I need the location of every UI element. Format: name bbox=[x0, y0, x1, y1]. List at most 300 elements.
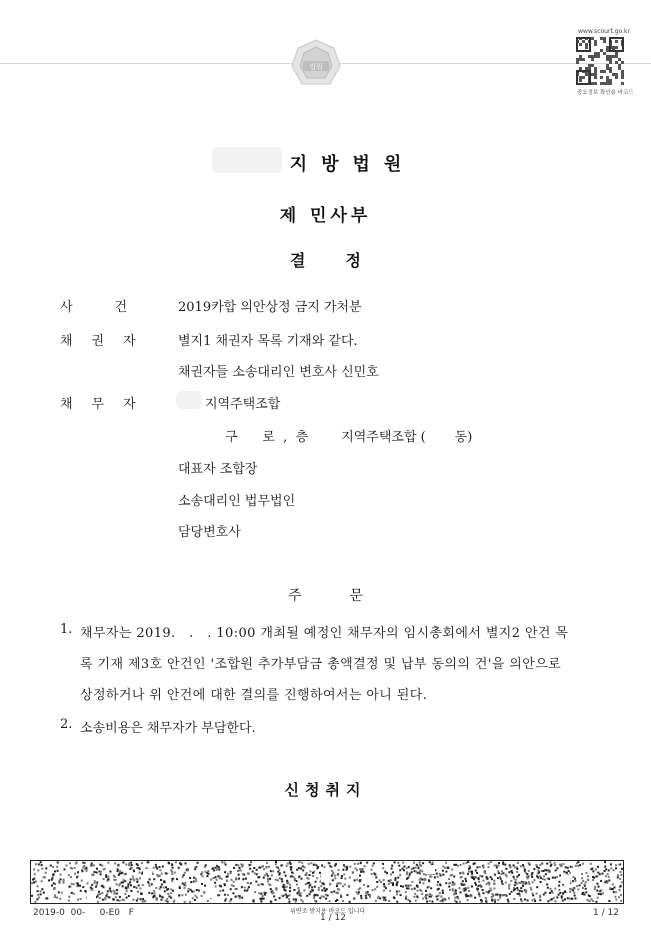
barcode-dot bbox=[96, 882, 98, 884]
qr-module bbox=[609, 55, 612, 58]
barcode-dot bbox=[122, 885, 124, 887]
barcode-dot bbox=[155, 887, 157, 889]
debtor-representative: 대표자 조합장 bbox=[178, 462, 258, 477]
barcode-dot bbox=[232, 892, 234, 894]
barcode-dot bbox=[82, 862, 84, 864]
label-debtor: 채무자 bbox=[60, 397, 155, 412]
qr-module bbox=[615, 61, 618, 64]
barcode-dot bbox=[38, 897, 40, 899]
barcode-dot bbox=[140, 898, 142, 900]
qr-module bbox=[594, 40, 597, 43]
barcode-dot bbox=[206, 875, 208, 877]
barcode-dot bbox=[513, 864, 515, 866]
case-number: 2019카합 의안상정 금지 가처분 bbox=[178, 300, 362, 315]
barcode-dot bbox=[515, 883, 517, 885]
barcode-dot bbox=[614, 887, 616, 889]
barcode-dot bbox=[550, 888, 552, 890]
barcode-dot bbox=[596, 901, 598, 903]
barcode-dot bbox=[298, 889, 300, 891]
barcode-dot bbox=[126, 897, 128, 899]
barcode-dot bbox=[544, 879, 546, 881]
barcode-dot bbox=[411, 881, 413, 883]
barcode-dot bbox=[596, 890, 598, 892]
barcode-dot bbox=[352, 871, 354, 873]
barcode-dot bbox=[53, 882, 55, 884]
barcode-dot bbox=[226, 876, 228, 878]
barcode-dot bbox=[116, 889, 118, 891]
barcode-dot bbox=[344, 866, 346, 868]
barcode-dot bbox=[265, 892, 267, 894]
barcode-dot bbox=[291, 872, 293, 874]
debtor-law-firm: 소송대리인 법무법인 bbox=[178, 494, 296, 509]
barcode-dot bbox=[408, 875, 410, 877]
barcode-dot bbox=[151, 892, 153, 894]
barcode-dot bbox=[543, 875, 545, 877]
barcode-dot bbox=[569, 872, 571, 874]
barcode-dot bbox=[160, 886, 162, 888]
barcode-dot bbox=[160, 879, 162, 881]
barcode-dot bbox=[479, 866, 481, 868]
barcode-dot bbox=[524, 868, 526, 870]
barcode-dot bbox=[94, 871, 96, 873]
barcode-dot bbox=[117, 868, 119, 870]
barcode-dot bbox=[33, 868, 35, 870]
barcode-dot bbox=[442, 898, 444, 900]
barcode-dot bbox=[382, 863, 384, 865]
barcode-dot bbox=[539, 875, 541, 877]
barcode-dot bbox=[608, 876, 610, 878]
qr-module bbox=[600, 76, 603, 79]
barcode-dot bbox=[474, 897, 476, 899]
barcode-dot bbox=[552, 877, 554, 879]
barcode-dot bbox=[600, 893, 602, 895]
qr-module bbox=[576, 58, 579, 61]
barcode-dot bbox=[99, 893, 101, 895]
barcode-dot bbox=[436, 873, 438, 875]
barcode-dot bbox=[50, 865, 52, 867]
barcode-dot bbox=[233, 867, 235, 869]
barcode-dot bbox=[79, 885, 81, 887]
barcode-dot bbox=[141, 893, 143, 895]
barcode-dot bbox=[37, 894, 39, 896]
barcode-dot bbox=[405, 898, 407, 900]
barcode-dot bbox=[525, 891, 527, 893]
barcode-dot bbox=[293, 889, 295, 891]
barcode-dot bbox=[615, 891, 617, 893]
barcode-dot bbox=[597, 866, 599, 868]
barcode-dot bbox=[164, 890, 166, 892]
barcode-dot bbox=[431, 894, 433, 896]
barcode-dot bbox=[82, 886, 84, 888]
barcode-dot bbox=[554, 900, 556, 902]
qr-caption: 중요정보 확인용 바코드 bbox=[577, 90, 634, 96]
barcode-dot bbox=[253, 900, 255, 902]
barcode-dot bbox=[100, 871, 102, 873]
barcode-dot bbox=[254, 872, 256, 874]
barcode-dot bbox=[268, 883, 270, 885]
barcode-dot bbox=[449, 882, 451, 884]
barcode-dot bbox=[478, 881, 480, 883]
barcode-dot bbox=[337, 888, 339, 890]
barcode-dot bbox=[483, 892, 485, 894]
barcode-dot bbox=[374, 888, 376, 890]
barcode-dot bbox=[212, 867, 214, 869]
barcode-dot bbox=[554, 877, 556, 879]
barcode-dot bbox=[241, 897, 243, 899]
barcode-dot bbox=[215, 885, 217, 887]
barcode-dot bbox=[409, 900, 411, 902]
barcode-dot bbox=[599, 890, 601, 892]
barcode-dot bbox=[525, 883, 527, 885]
barcode-dot bbox=[161, 884, 163, 886]
barcode-dot bbox=[528, 881, 530, 883]
barcode-dot bbox=[520, 865, 522, 867]
qr-module bbox=[615, 52, 618, 55]
barcode-dot bbox=[549, 892, 551, 894]
barcode-dot bbox=[216, 869, 218, 871]
barcode-dot bbox=[321, 889, 323, 891]
barcode-dot bbox=[137, 898, 139, 900]
barcode-dot bbox=[110, 891, 112, 893]
barcode-dot bbox=[429, 896, 431, 898]
barcode-dot bbox=[40, 861, 42, 863]
barcode-dot bbox=[414, 888, 416, 890]
barcode-dot bbox=[605, 875, 607, 877]
barcode-dot bbox=[86, 870, 88, 872]
barcode-dot bbox=[235, 896, 237, 898]
barcode-dot bbox=[310, 891, 312, 893]
barcode-dot bbox=[405, 891, 407, 893]
security-barcode bbox=[30, 860, 624, 904]
barcode-dot bbox=[327, 895, 329, 897]
barcode-dot bbox=[54, 870, 56, 872]
barcode-dot bbox=[218, 869, 220, 871]
barcode-dot bbox=[392, 884, 394, 886]
barcode-dot bbox=[153, 867, 155, 869]
barcode-dot bbox=[518, 893, 520, 895]
barcode-dot bbox=[96, 872, 98, 874]
barcode-dot bbox=[41, 880, 43, 882]
barcode-dot bbox=[501, 870, 503, 872]
barcode-dot bbox=[372, 889, 374, 891]
barcode-dot bbox=[285, 875, 287, 877]
barcode-dot bbox=[45, 872, 47, 874]
barcode-dot bbox=[419, 869, 421, 871]
barcode-dot bbox=[483, 871, 485, 873]
qr-module bbox=[621, 82, 624, 85]
barcode-dot bbox=[296, 880, 298, 882]
barcode-dot bbox=[115, 879, 117, 881]
barcode-dot bbox=[575, 865, 577, 867]
barcode-dot bbox=[476, 872, 478, 874]
qr-module bbox=[606, 46, 609, 49]
order-item-line: 상정하거나 위 안건에 대한 결의를 진행하여서는 아니 된다. bbox=[80, 688, 428, 703]
barcode-dot bbox=[205, 871, 207, 873]
barcode-dot bbox=[237, 870, 239, 872]
barcode-dot bbox=[305, 874, 307, 876]
barcode-dot bbox=[167, 893, 169, 895]
barcode-dot bbox=[301, 862, 303, 864]
barcode-dot bbox=[423, 873, 425, 875]
barcode-dot bbox=[331, 891, 333, 893]
barcode-dot bbox=[340, 883, 342, 885]
barcode-dot bbox=[375, 900, 377, 902]
barcode-dot bbox=[506, 895, 508, 897]
barcode-dot bbox=[130, 862, 132, 864]
barcode-dot bbox=[81, 880, 83, 882]
barcode-dot bbox=[64, 868, 66, 870]
barcode-dot bbox=[156, 868, 158, 870]
barcode-dot bbox=[266, 862, 268, 864]
barcode-dot bbox=[281, 878, 283, 880]
debtor-address: 구 로 , 층 지역주택조합 ( 동) bbox=[225, 430, 473, 445]
redaction-mark bbox=[176, 391, 202, 409]
barcode-dot bbox=[68, 874, 70, 876]
barcode-dot bbox=[254, 891, 256, 893]
qr-module bbox=[612, 46, 615, 49]
barcode-dot bbox=[331, 875, 333, 877]
barcode-dot bbox=[35, 863, 37, 865]
qr-module bbox=[582, 40, 585, 43]
barcode-dot bbox=[210, 879, 212, 881]
barcode-dot bbox=[294, 879, 296, 881]
barcode-dot bbox=[270, 870, 272, 872]
barcode-dot bbox=[256, 869, 258, 871]
barcode-dot bbox=[491, 893, 493, 895]
barcode-dot bbox=[528, 862, 530, 864]
barcode-dot bbox=[414, 896, 416, 898]
barcode-dot bbox=[359, 875, 361, 877]
barcode-dot bbox=[522, 885, 524, 887]
barcode-dot bbox=[453, 864, 455, 866]
barcode-dot bbox=[444, 899, 446, 901]
barcode-dot bbox=[507, 899, 509, 901]
barcode-dot bbox=[154, 892, 156, 894]
barcode-dot bbox=[60, 874, 62, 876]
barcode-dot bbox=[592, 870, 594, 872]
barcode-dot bbox=[275, 899, 277, 901]
barcode-dot bbox=[118, 884, 120, 886]
barcode-dot bbox=[219, 877, 221, 879]
barcode-dot bbox=[527, 900, 529, 902]
barcode-dot bbox=[389, 881, 391, 883]
barcode-dot bbox=[384, 885, 386, 887]
barcode-dot bbox=[130, 884, 132, 886]
barcode-dot bbox=[447, 867, 449, 869]
barcode-dot bbox=[223, 861, 225, 863]
barcode-dot bbox=[508, 888, 510, 890]
barcode-dot bbox=[445, 882, 447, 884]
barcode-dot bbox=[597, 883, 599, 885]
qr-module bbox=[585, 73, 588, 76]
barcode-dot bbox=[40, 890, 42, 892]
barcode-dot bbox=[366, 892, 368, 894]
barcode-dot bbox=[300, 892, 302, 894]
barcode-dot bbox=[613, 869, 615, 871]
qr-module bbox=[606, 82, 609, 85]
barcode-dot bbox=[119, 896, 121, 898]
barcode-dot bbox=[284, 894, 286, 896]
barcode-dot bbox=[342, 900, 344, 902]
barcode-dot bbox=[258, 867, 260, 869]
barcode-dot bbox=[349, 866, 351, 868]
barcode-dot bbox=[107, 862, 109, 864]
qr-module bbox=[618, 67, 621, 70]
qr-module bbox=[594, 70, 597, 73]
barcode-dot bbox=[184, 882, 186, 884]
barcode-dot bbox=[116, 883, 118, 885]
barcode-dot bbox=[411, 888, 413, 890]
barcode-dot bbox=[119, 870, 121, 872]
barcode-dot bbox=[198, 890, 200, 892]
barcode-dot bbox=[475, 884, 477, 886]
barcode-dot bbox=[534, 898, 536, 900]
barcode-dot bbox=[172, 878, 174, 880]
barcode-dot bbox=[300, 868, 302, 870]
barcode-dot bbox=[386, 872, 388, 874]
barcode-dot bbox=[127, 887, 129, 889]
barcode-dot bbox=[374, 874, 376, 876]
barcode-dot bbox=[472, 877, 474, 879]
barcode-dot bbox=[117, 899, 119, 901]
barcode-dot bbox=[543, 870, 545, 872]
label-case: 사건 bbox=[60, 300, 170, 315]
barcode-dot bbox=[463, 884, 465, 886]
barcode-dot bbox=[513, 878, 515, 880]
barcode-dot bbox=[175, 861, 177, 863]
barcode-dot bbox=[237, 864, 239, 866]
barcode-dot bbox=[70, 876, 72, 878]
barcode-dot bbox=[517, 889, 519, 891]
barcode-dot bbox=[114, 876, 116, 878]
barcode-dot bbox=[219, 890, 221, 892]
barcode-dot bbox=[130, 879, 132, 881]
barcode-dot bbox=[397, 862, 399, 864]
barcode-dot bbox=[452, 884, 454, 886]
barcode-dot bbox=[194, 895, 196, 897]
barcode-dot bbox=[462, 873, 464, 875]
barcode-dot bbox=[410, 884, 412, 886]
barcode-dot bbox=[400, 894, 402, 896]
barcode-dot bbox=[235, 888, 237, 890]
barcode-dot bbox=[394, 879, 396, 881]
barcode-dot bbox=[610, 863, 612, 865]
barcode-dot bbox=[419, 882, 421, 884]
barcode-dot bbox=[230, 872, 232, 874]
barcode-dot bbox=[530, 887, 532, 889]
barcode-dot bbox=[258, 884, 260, 886]
barcode-dot bbox=[159, 869, 161, 871]
barcode-dot bbox=[488, 866, 490, 868]
barcode-dot bbox=[171, 864, 173, 866]
barcode-dot bbox=[281, 880, 283, 882]
order-item-line: 소송비용은 채무자가 부담한다. bbox=[80, 721, 256, 736]
barcode-dot bbox=[417, 865, 419, 867]
barcode-dot bbox=[142, 901, 144, 903]
barcode-dot bbox=[465, 878, 467, 880]
barcode-dot bbox=[207, 870, 209, 872]
barcode-dot bbox=[309, 874, 311, 876]
barcode-dot bbox=[31, 882, 33, 884]
barcode-dot bbox=[511, 872, 513, 874]
barcode-dot bbox=[562, 892, 564, 894]
barcode-dot bbox=[221, 861, 223, 863]
barcode-dot bbox=[336, 885, 338, 887]
barcode-dot bbox=[488, 882, 490, 884]
order-title: 주문 bbox=[287, 588, 412, 604]
barcode-dot bbox=[241, 886, 243, 888]
barcode-dot bbox=[147, 861, 149, 863]
barcode-dot bbox=[395, 877, 397, 879]
barcode-dot bbox=[549, 861, 551, 863]
barcode-dot bbox=[430, 887, 432, 889]
barcode-dot bbox=[313, 897, 315, 899]
barcode-dot bbox=[342, 885, 344, 887]
barcode-dot bbox=[414, 893, 416, 895]
barcode-dot bbox=[260, 901, 262, 903]
barcode-dot bbox=[332, 879, 334, 881]
barcode-dot bbox=[535, 864, 537, 866]
barcode-dot bbox=[233, 881, 235, 883]
barcode-dot bbox=[554, 888, 556, 890]
barcode-dot bbox=[517, 862, 519, 864]
barcode-dot bbox=[502, 872, 504, 874]
barcode-dot bbox=[176, 878, 178, 880]
barcode-dot bbox=[113, 893, 115, 895]
barcode-dot bbox=[109, 896, 111, 898]
barcode-dot bbox=[597, 897, 599, 899]
barcode-dot bbox=[356, 879, 358, 881]
barcode-dot bbox=[437, 898, 439, 900]
barcode-dot bbox=[465, 895, 467, 897]
barcode-dot bbox=[288, 901, 290, 903]
barcode-dot bbox=[499, 876, 501, 878]
barcode-dot bbox=[93, 864, 95, 866]
barcode-dot bbox=[114, 891, 116, 893]
barcode-dot bbox=[620, 885, 622, 887]
barcode-dot bbox=[244, 890, 246, 892]
order-item-number: 1. bbox=[60, 622, 73, 637]
qr-module bbox=[582, 58, 585, 61]
barcode-dot bbox=[442, 870, 444, 872]
barcode-dot bbox=[149, 885, 151, 887]
barcode-dot bbox=[288, 898, 290, 900]
barcode-dot bbox=[195, 880, 197, 882]
barcode-dot bbox=[411, 868, 413, 870]
barcode-dot bbox=[488, 863, 490, 865]
barcode-dot bbox=[320, 885, 322, 887]
barcode-dot bbox=[458, 887, 460, 889]
barcode-dot bbox=[125, 887, 127, 889]
barcode-dot bbox=[224, 894, 226, 896]
barcode-dot bbox=[482, 880, 484, 882]
document-type: 결정 bbox=[290, 251, 401, 270]
barcode-dot bbox=[479, 875, 481, 877]
barcode-dot bbox=[125, 864, 127, 866]
barcode-dot bbox=[421, 893, 423, 895]
barcode-dot bbox=[313, 864, 315, 866]
barcode-dot bbox=[516, 876, 518, 878]
qr-module bbox=[591, 73, 594, 76]
barcode-dot bbox=[577, 865, 579, 867]
barcode-dot bbox=[315, 881, 317, 883]
qr-module bbox=[612, 73, 615, 76]
barcode-dot bbox=[485, 901, 487, 903]
barcode-dot bbox=[522, 883, 524, 885]
barcode-dot bbox=[357, 863, 359, 865]
barcode-dot bbox=[406, 873, 408, 875]
barcode-dot bbox=[383, 883, 385, 885]
